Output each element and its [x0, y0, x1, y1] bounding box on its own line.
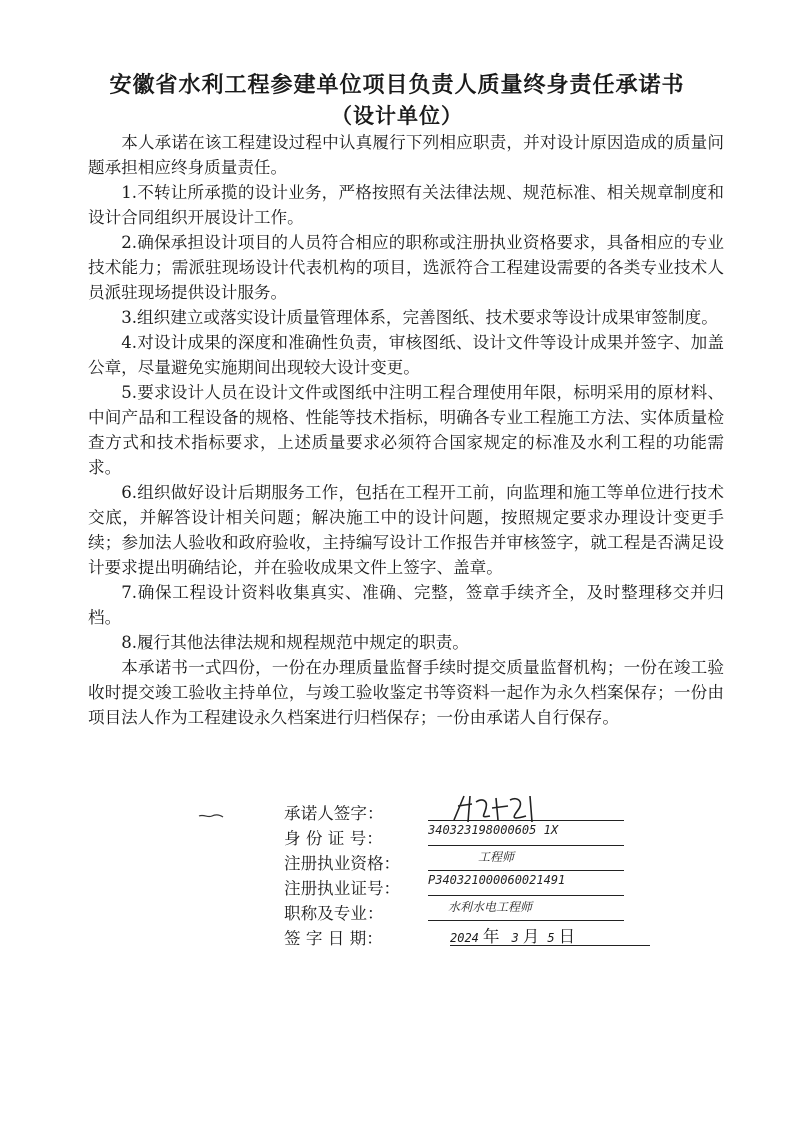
clause-6: 6.组织做好设计后期服务工作，包括在工程开工前，向监理和施工等单位进行技术交底，并解答设计相关问题；解决施工中的设计问题，按照规定要求办理设计变更手续；参加法人验收和政府验收，主持编写设计工作报告并审核签字，就工程是否满足设计要求提出明确结论，并在验收成果文件上签字、盖章。 — [88, 483, 724, 577]
date-month: 3 — [511, 931, 519, 945]
clause-3: 3.组织建立或落实设计质量管理体系，完善图纸、技术要求等设计成果审签制度。 — [121, 308, 718, 327]
copies-paragraph: 本承诺书一式四份，一份在办理质量监督手续时提交质量监督机构；一份在竣工验收时提交竣工验收主持单位，与竣工验收鉴定书等资料一起作为永久档案保存；一份由项目法人作为工程建设永久档案进行归档保存；一份由承诺人自行保存。 — [88, 658, 724, 727]
date-year-unit: 年 — [482, 927, 500, 946]
date-day-unit: 日 — [558, 927, 576, 946]
clause-4: 4.对设计成果的深度和准确性负责，审核图纸、设计文件等设计成果并签字、加盖公章，尽量避免实施期间出现较大设计变更。 — [88, 333, 724, 377]
reg-no-line — [428, 895, 624, 896]
id-value: 340323198000605 1X — [428, 823, 559, 837]
title-label: 职称及专业： — [284, 904, 384, 923]
qualification-line — [428, 870, 624, 871]
clause-2: 2.确保承担设计项目的人员符合相应的职称或注册执业资格要求，具备相应的专业技术能力；需派驻现场设计代表机构的项目，选派符合工程建设需要的各类专业技术人员派驻现场提供设计服务。 — [88, 233, 724, 302]
reg-no-row — [270, 875, 690, 898]
pen-mark-icon — [198, 812, 224, 820]
date-label: 签 字 日 期： — [284, 929, 383, 948]
date-month-unit: 月 — [522, 927, 540, 946]
signer-label: 承诺人签字： — [284, 804, 384, 823]
clause-5: 5.要求设计人员在设计文件或图纸中注明工程合理使用年限，标明采用的原材料、中间产品和工程设备的规格、性能等技术指标，明确各专业工程施工方法、实体质量检查方式和技术指标要求，上述质量要求必须符合国家规定的标准及水利工程的功能需求。 — [88, 383, 724, 477]
document-body — [88, 130, 724, 730]
id-label: 身 份 证 号： — [284, 829, 383, 848]
date-year: 2024 — [450, 931, 479, 945]
handwritten-signature-icon — [446, 790, 566, 826]
qualification-value: 工程师 — [478, 850, 515, 864]
qualification-label: 注册执业资格： — [284, 854, 401, 873]
title-value: 水利水电工程师 — [448, 900, 533, 914]
document-title: 安徽省水利工程参建单位项目负责人质量终身责任承诺书 — [109, 72, 685, 98]
date-row — [270, 925, 690, 948]
document-subtitle: （设计单位） — [331, 103, 463, 128]
qualification-row — [270, 850, 690, 873]
title-line — [428, 920, 624, 921]
clause-7: 7.确保工程设计资料收集真实、准确、完整，签章手续齐全，及时整理移交并归档。 — [88, 583, 724, 627]
date-day: 5 — [547, 931, 555, 945]
title-row — [270, 900, 690, 923]
id-line — [428, 845, 624, 846]
signature-block — [270, 800, 690, 948]
intro-paragraph: 本人承诺在该工程建设过程中认真履行下列相应职责，并对设计原因造成的质量问题承担相应终身质量责任。 — [88, 133, 724, 177]
clause-8: 8.履行其他法律法规和规程规范中规定的职责。 — [121, 633, 469, 652]
reg-no-value: P340321000060021491 — [428, 873, 566, 887]
clause-1: 1.不转让所承揽的设计业务，严格按照有关法律法规、规范标准、相关规章制度和设计合同组织开展设计工作。 — [88, 183, 724, 227]
date-value — [450, 923, 690, 947]
reg-no-label: 注册执业证号： — [284, 879, 401, 898]
signer-row — [270, 800, 690, 823]
id-row — [270, 825, 690, 848]
